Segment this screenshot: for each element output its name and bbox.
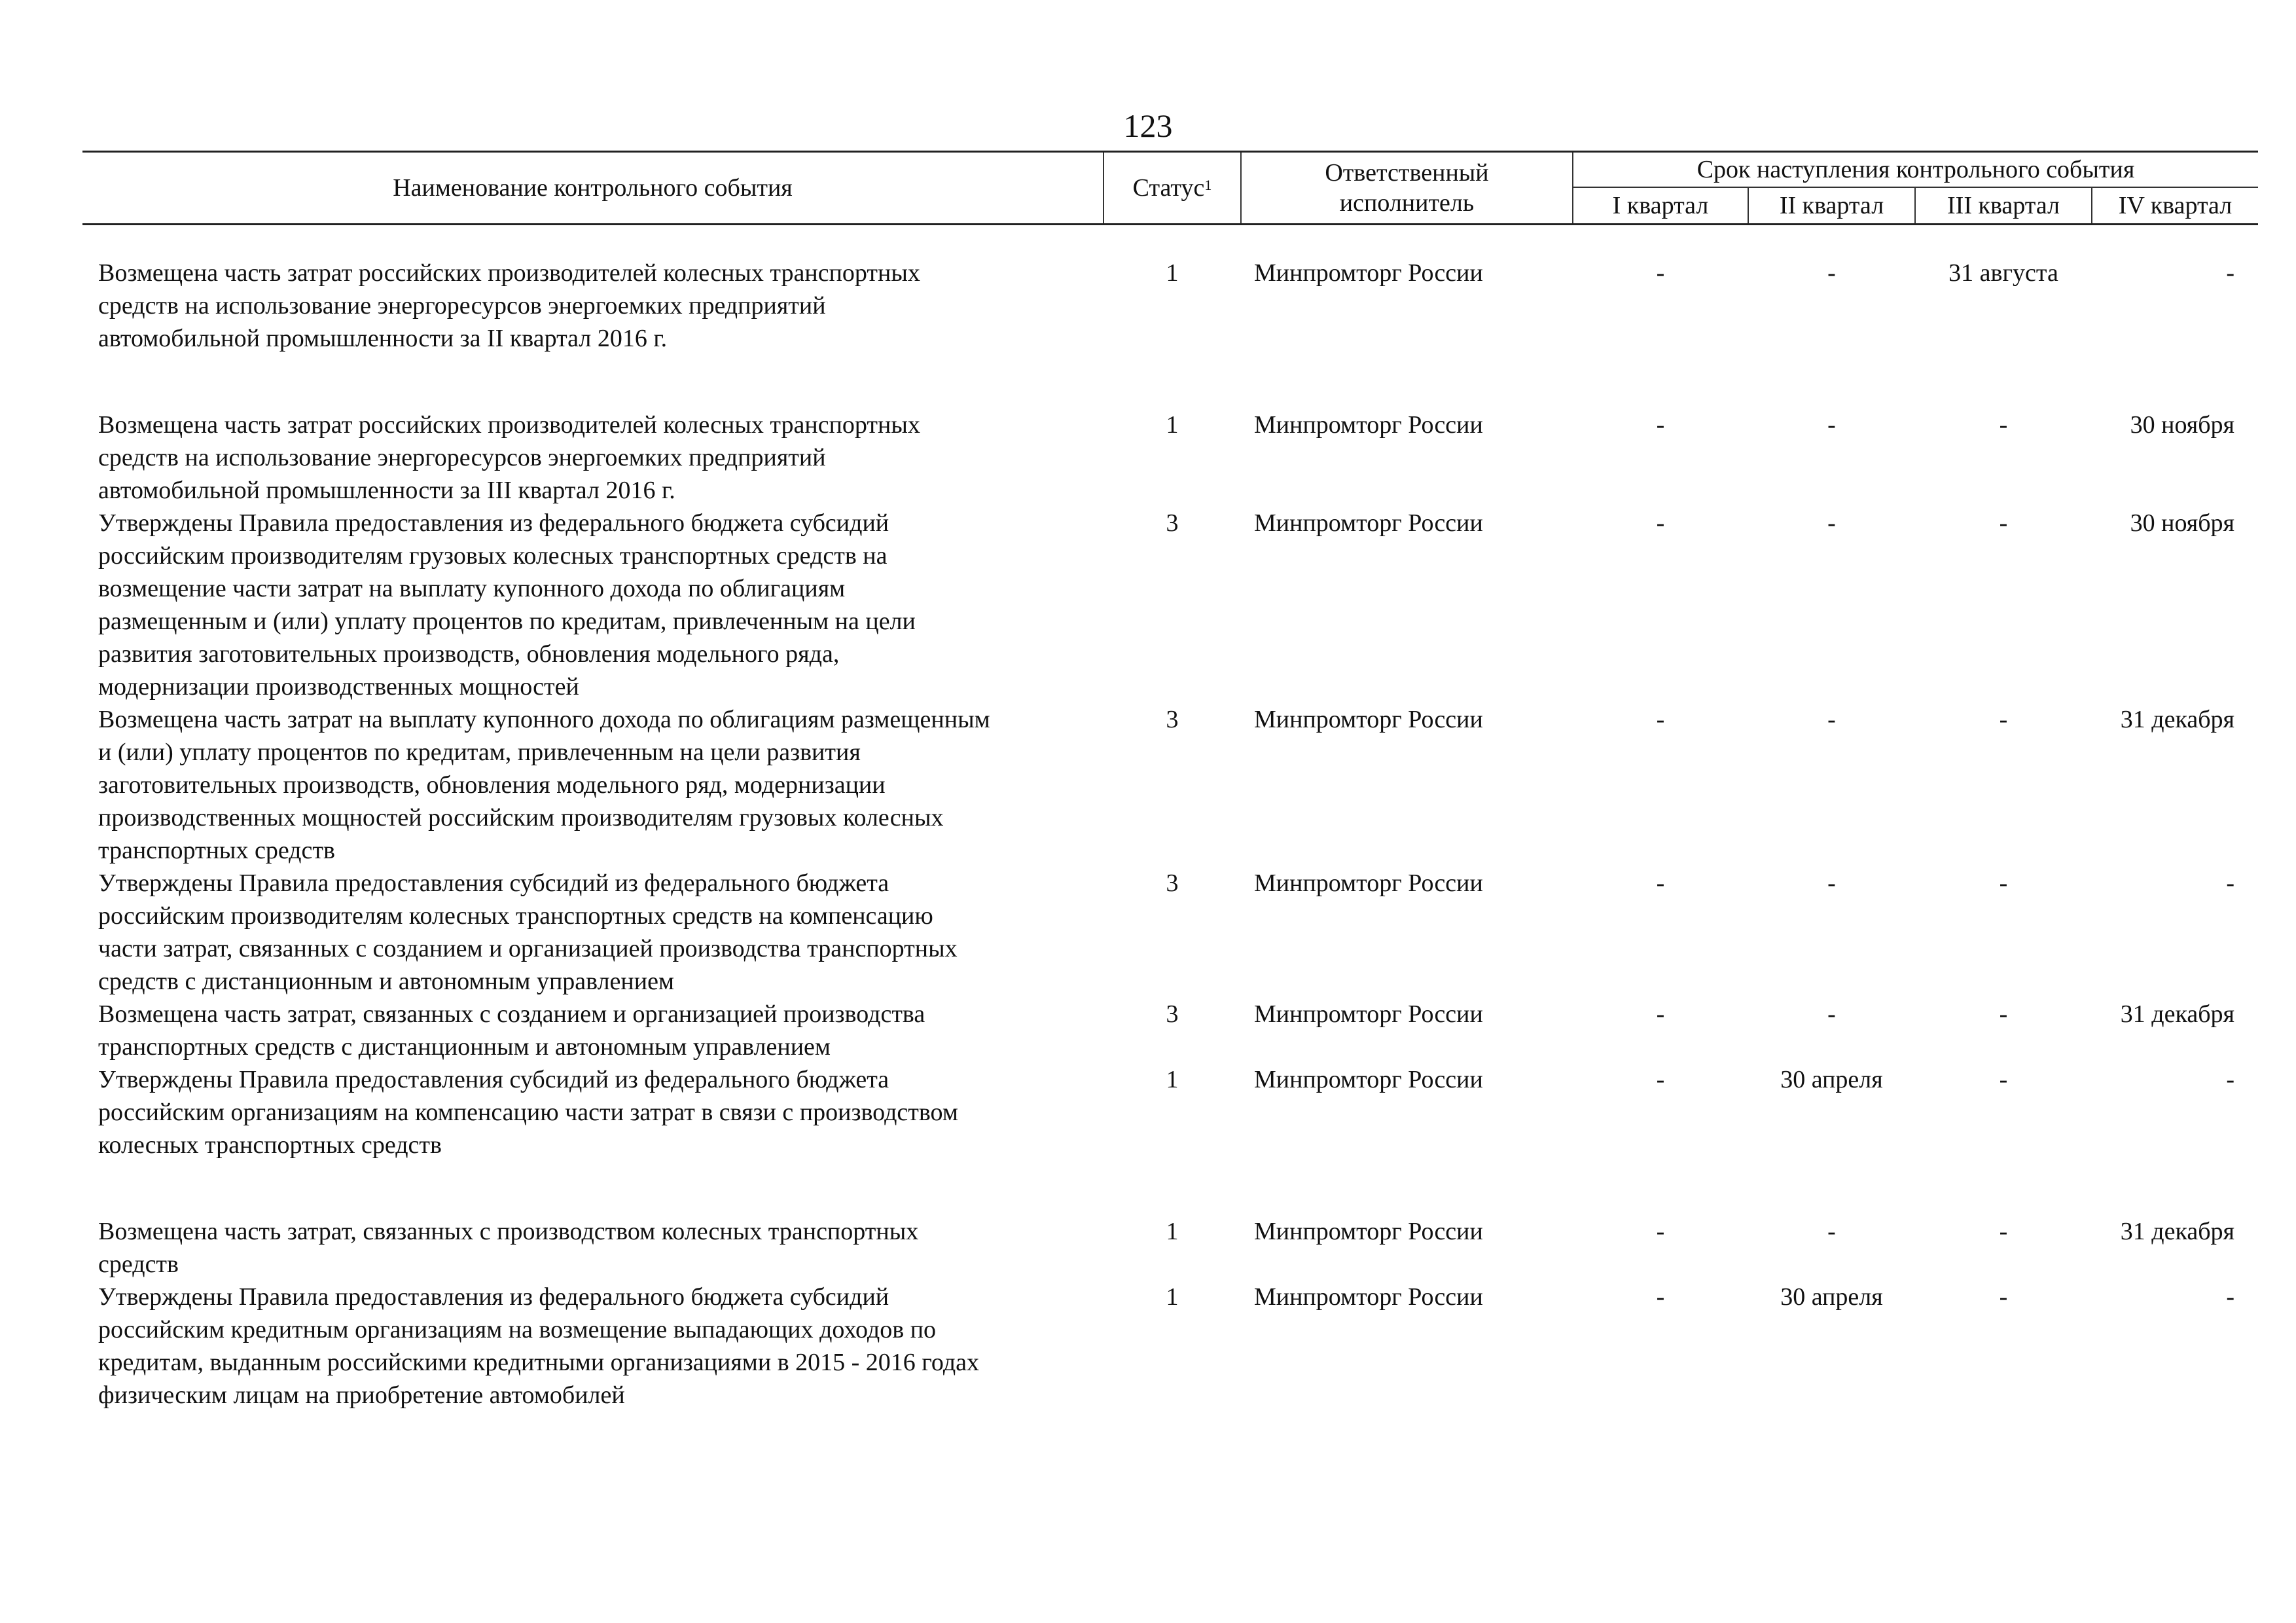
responsible-cell: Минпромторг России [1254, 1000, 1483, 1028]
q3-cell: - [1999, 869, 2008, 897]
q4-cell: 31 декабря [2120, 1218, 2235, 1245]
event-name-cell [82, 703, 1103, 867]
q1-cell: - [1656, 259, 1665, 287]
event-name-line: Возмещена часть затрат российских производителей колесных транспортных [98, 259, 920, 287]
responsible-cell: Минпромторг России [1254, 1066, 1483, 1093]
event-name-line: Утверждены Правила предоставления субсидий из федерального бюджета [98, 869, 889, 897]
event-name-line: модернизации производственных мощностей [98, 673, 579, 701]
q4-cell: 31 декабря [2120, 706, 2235, 733]
q3-cell: - [1999, 1283, 2008, 1311]
q2-cell: - [1827, 259, 1836, 287]
responsible-cell: Минпромторг России [1254, 259, 1483, 287]
q1-cell: - [1656, 869, 1665, 897]
event-name-line: автомобильной промышленности за III квартал 2016 г. [98, 477, 675, 504]
status-cell: 3 [1166, 869, 1179, 897]
header-responsible-line2: исполнитель [1339, 189, 1475, 217]
q3-cell: - [1999, 1218, 2008, 1245]
event-name-line: развития заготовительных производств, обновления модельного ряда, [98, 640, 840, 668]
table-row [82, 257, 2258, 409]
responsible-cell: Минпромторг России [1254, 1218, 1483, 1245]
responsible-cell: Минпромторг России [1254, 411, 1483, 439]
event-name-cell [82, 1215, 1103, 1281]
status-cell: 1 [1166, 1218, 1179, 1245]
table-body [82, 225, 2258, 1412]
event-name-line: транспортных средств с дистанционным и автономным управлением [98, 1033, 831, 1061]
q4-cell: - [2226, 1283, 2235, 1311]
table-row [82, 1063, 2258, 1215]
q3-cell: 31 августа [1948, 259, 2058, 287]
event-name-line: части затрат, связанных с созданием и организацией производства транспортных [98, 935, 958, 962]
header-responsible-line1: Ответственный [1325, 159, 1489, 187]
status-cell: 1 [1166, 259, 1179, 287]
header-status [1103, 152, 1241, 225]
header-status-label: Статус [1132, 174, 1205, 202]
q1-cell: - [1656, 1218, 1665, 1245]
header-q1: I квартал [1573, 187, 1748, 225]
header-responsible [1241, 152, 1573, 225]
event-name-line: производственных мощностей российским производителям грузовых колесных [98, 804, 944, 831]
event-name-line: Возмещена часть затрат на выплату купонного дохода по облигациям размещенным [98, 706, 990, 733]
event-name-cell [82, 1063, 1103, 1215]
event-name-line: Утверждены Правила предоставления из федерального бюджета субсидий [98, 509, 889, 537]
event-name-line: Утверждены Правила предоставления из федерального бюджета субсидий [98, 1283, 889, 1311]
table-row [82, 409, 2258, 507]
q4-cell: - [2226, 259, 2235, 287]
event-name-line: заготовительных производств, обновления модельного ряд, модернизации [98, 771, 886, 799]
event-name-line: автомобильной промышленности за II квартал 2016 г. [98, 325, 668, 352]
event-name-line: средств на использование энергоресурсов энергоемких предприятий [98, 292, 826, 319]
q1-cell: - [1656, 1000, 1665, 1028]
q3-cell: - [1999, 509, 2008, 537]
event-name-line: российским производителям грузовых колесных транспортных средств на [98, 542, 888, 570]
event-name-line: Возмещена часть затрат, связанных с производством колесных транспортных [98, 1218, 919, 1245]
q2-cell: - [1827, 411, 1836, 439]
responsible-cell: Минпромторг России [1254, 869, 1483, 897]
q2-cell: - [1827, 509, 1836, 537]
status-cell: 3 [1166, 509, 1179, 537]
event-name-line: Утверждены Правила предоставления субсидий из федерального бюджета [98, 1066, 889, 1093]
table-row [82, 1281, 2258, 1412]
event-name-line: транспортных средств [98, 837, 335, 864]
q4-cell: - [2226, 1066, 2235, 1093]
table-row [82, 1215, 2258, 1281]
q3-cell: - [1999, 706, 2008, 733]
event-name-line: российским кредитным организациям на возмещение выпадающих доходов по [98, 1316, 937, 1343]
event-name-cell [82, 867, 1103, 998]
status-cell: 3 [1166, 706, 1179, 733]
q1-cell: - [1656, 411, 1665, 439]
q2-cell: - [1827, 869, 1836, 897]
event-name-line: российским производителям колесных транспортных средств на компенсацию [98, 902, 933, 930]
event-name-line: Возмещена часть затрат российских производителей колесных транспортных [98, 411, 920, 439]
q4-cell: 30 ноября [2130, 509, 2235, 537]
event-name-line: колесных транспортных средств [98, 1131, 442, 1159]
event-name-cell [82, 257, 1103, 409]
q3-cell: - [1999, 1000, 2008, 1028]
event-name-line: возмещение части затрат на выплату купонного дохода по облигациям [98, 575, 846, 602]
q4-cell: 30 ноября [2130, 411, 2235, 439]
q4-cell: - [2226, 869, 2235, 897]
event-name-cell [82, 998, 1103, 1063]
table-header [82, 152, 2258, 225]
control-events-table [82, 151, 2258, 1412]
event-name-line: средств [98, 1250, 179, 1278]
responsible-cell: Минпромторг России [1254, 509, 1483, 537]
event-name-line: российским организациям на компенсацию части затрат в связи с производством [98, 1099, 958, 1126]
header-q4: IV квартал [2092, 187, 2258, 225]
event-name-cell [82, 1281, 1103, 1412]
status-cell: 1 [1166, 1283, 1179, 1311]
event-name-line: Возмещена часть затрат, связанных с созданием и организацией производства [98, 1000, 925, 1028]
q2-cell: - [1827, 706, 1836, 733]
q4-cell: 31 декабря [2120, 1000, 2235, 1028]
q2-cell: 30 апреля [1780, 1283, 1883, 1311]
header-deadline-group: Срок наступления контрольного события [1573, 152, 2258, 188]
q3-cell: - [1999, 411, 2008, 439]
header-status-footnote: 1 [1204, 177, 1212, 193]
q2-cell: - [1827, 1218, 1836, 1245]
responsible-cell: Минпромторг России [1254, 1283, 1483, 1311]
page-number: 123 [1123, 107, 1173, 144]
table-row [82, 507, 2258, 703]
event-name-cell [82, 507, 1103, 703]
q2-cell: 30 апреля [1780, 1066, 1883, 1093]
q2-cell: - [1827, 1000, 1836, 1028]
q1-cell: - [1656, 706, 1665, 733]
event-name-line: размещенным и (или) уплату процентов по кредитам, привлеченным на цели [98, 608, 916, 635]
status-cell: 3 [1166, 1000, 1179, 1028]
q1-cell: - [1656, 1283, 1665, 1311]
responsible-cell: Минпромторг России [1254, 706, 1483, 733]
event-name-line: и (или) уплату процентов по кредитам, привлеченным на цели развития [98, 739, 861, 766]
status-cell: 1 [1166, 411, 1179, 439]
event-name-line: средств на использование энергоресурсов энергоемких предприятий [98, 444, 826, 471]
event-name-line: физическим лицам на приобретение автомобилей [98, 1381, 625, 1409]
table-row [82, 998, 2258, 1063]
event-name-cell [82, 409, 1103, 507]
event-name-line: средств с дистанционным и автономным управлением [98, 968, 675, 995]
table-row [82, 703, 2258, 867]
header-q2: II квартал [1748, 187, 1915, 225]
status-cell: 1 [1166, 1066, 1179, 1093]
q1-cell: - [1656, 1066, 1665, 1093]
q3-cell: - [1999, 1066, 2008, 1093]
event-name-line: кредитам, выданным российскими кредитными организациями в 2015 - 2016 годах [98, 1349, 980, 1376]
table-row [82, 867, 2258, 998]
q1-cell: - [1656, 509, 1665, 537]
header-event-name: Наименование контрольного события [82, 152, 1103, 225]
header-q3: III квартал [1915, 187, 2092, 225]
